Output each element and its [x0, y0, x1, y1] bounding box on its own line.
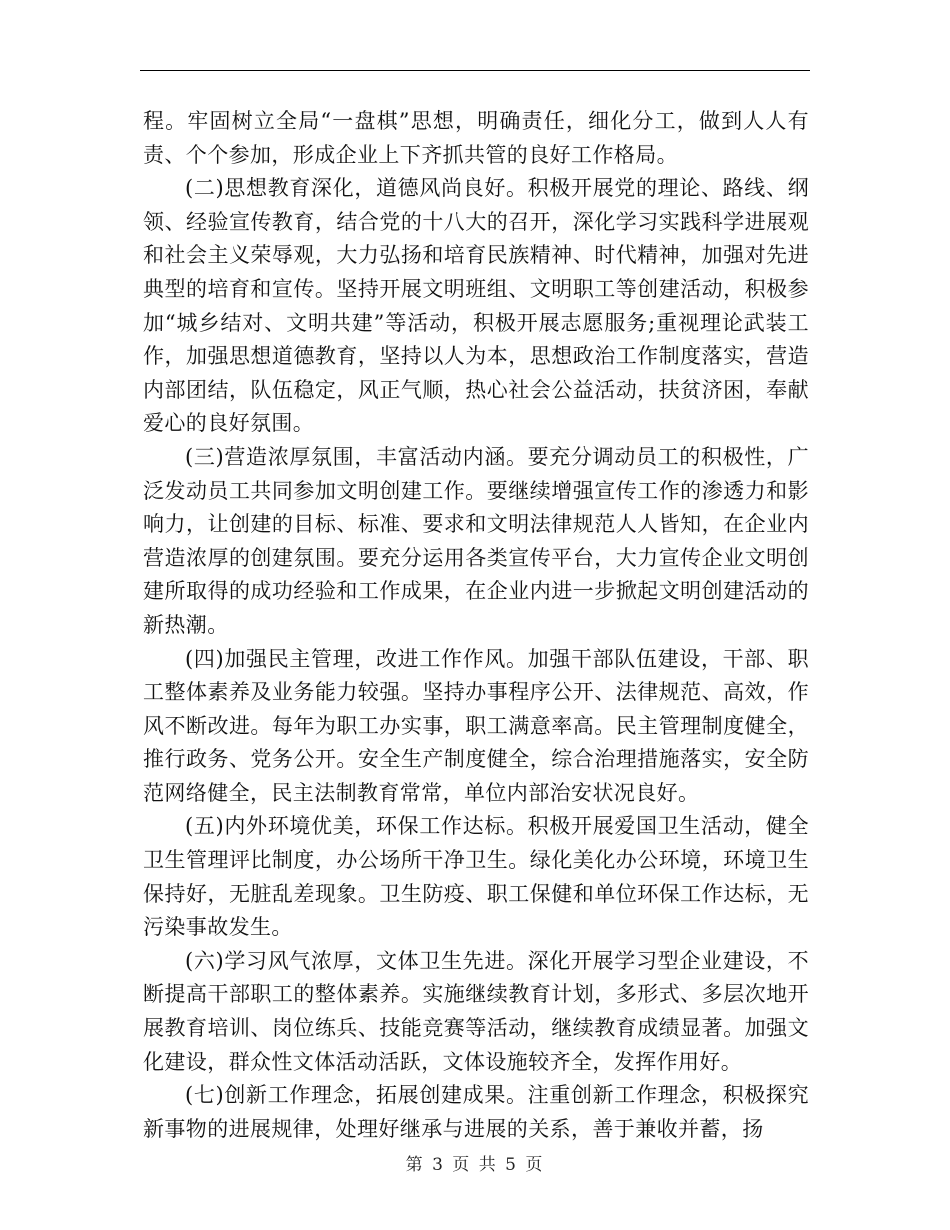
paragraph-3: (三)营造浓厚氛围，丰富活动内涵。要充分调动员工的积极性，广泛发动员工共同参加文明创建工作。要继续增强宣传工作的渗透力和影响力，让创建的目标、标准、要求和文明法律规范人人皆知，在企业内营造浓厚的创建氛围。要充分运用各类宣传平台，大力宣传企业文明创建所取得的成功经验和工作成果，在企业内进一步掀起文明创建活动的新热潮。	[143, 444, 809, 637]
header-rule	[140, 70, 810, 71]
document-body	[143, 105, 809, 1146]
paragraph-5: (五)内外环境优美，环保工作达标。积极开展爱国卫生活动，健全卫生管理评比制度，办公场所干净卫生。绿化美化办公环境，环境卫生保持好，无脏乱差现象。卫生防疫、职工保健和单位环保工作达标，无污染事故发生。	[143, 814, 809, 940]
paragraph-4: (四)加强民主管理，改进工作作风。加强干部队伍建设，干部、职工整体素养及业务能力较强。坚持办事程序公开、法律规范、高效，作风不断改进。每年为职工办实事，职工满意率高。民主管理制度健全，推行政务、党务公开。安全生产制度健全，综合治理措施落实，安全防范网络健全，民主法制教育常常，单位内部治安状况良好。	[143, 646, 809, 805]
page-number-footer: 第 3 页 共 5 页	[405, 1155, 545, 1175]
paragraph-6: (六)学习风气浓厚，文体卫生先进。深化开展学习型企业建设，不断提高干部职工的整体素养。实施继续教育计划，多形式、多层次地开展教育培训、岗位练兵、技能竞赛等活动，继续教育成绩显著。加强文化建设，群众性文体活动活跃，文体设施较齐全，发挥作用好。	[143, 948, 809, 1074]
paragraph-2: (二)思想教育深化，道德风尚良好。积极开展党的理论、路线、纲领、经验宣传教育，结合党的十八大的召开，深化学习实践科学进展观和社会主义荣辱观，大力弘扬和培育民族精神、时代精神，加强对先进典型的培育和宣传。坚持开展文明班组、文明职工等创建活动，积极参加“城乡结对、文明共建”等活动，积极开展志愿服务;重视理论武装工作，加强思想道德教育，坚持以人为本，思想政治工作制度落实，营造内部团结，队伍稳定，风正气顺，热心社会公益活动，扶贫济困，奉献爱心的良好氛围。	[143, 176, 809, 436]
paragraph-7: (七)创新工作理念，拓展创建成果。注重创新工作理念，积极探究新事物的进展规律，处理好继承与进展的关系，善于兼收并蓄，扬	[143, 1083, 809, 1141]
paragraph-1: 程。牢固树立全局“一盘棋”思想，明确责任，细化分工，做到人人有责、个个参加，形成企业上下齐抓共管的良好工作格局。	[143, 109, 809, 167]
